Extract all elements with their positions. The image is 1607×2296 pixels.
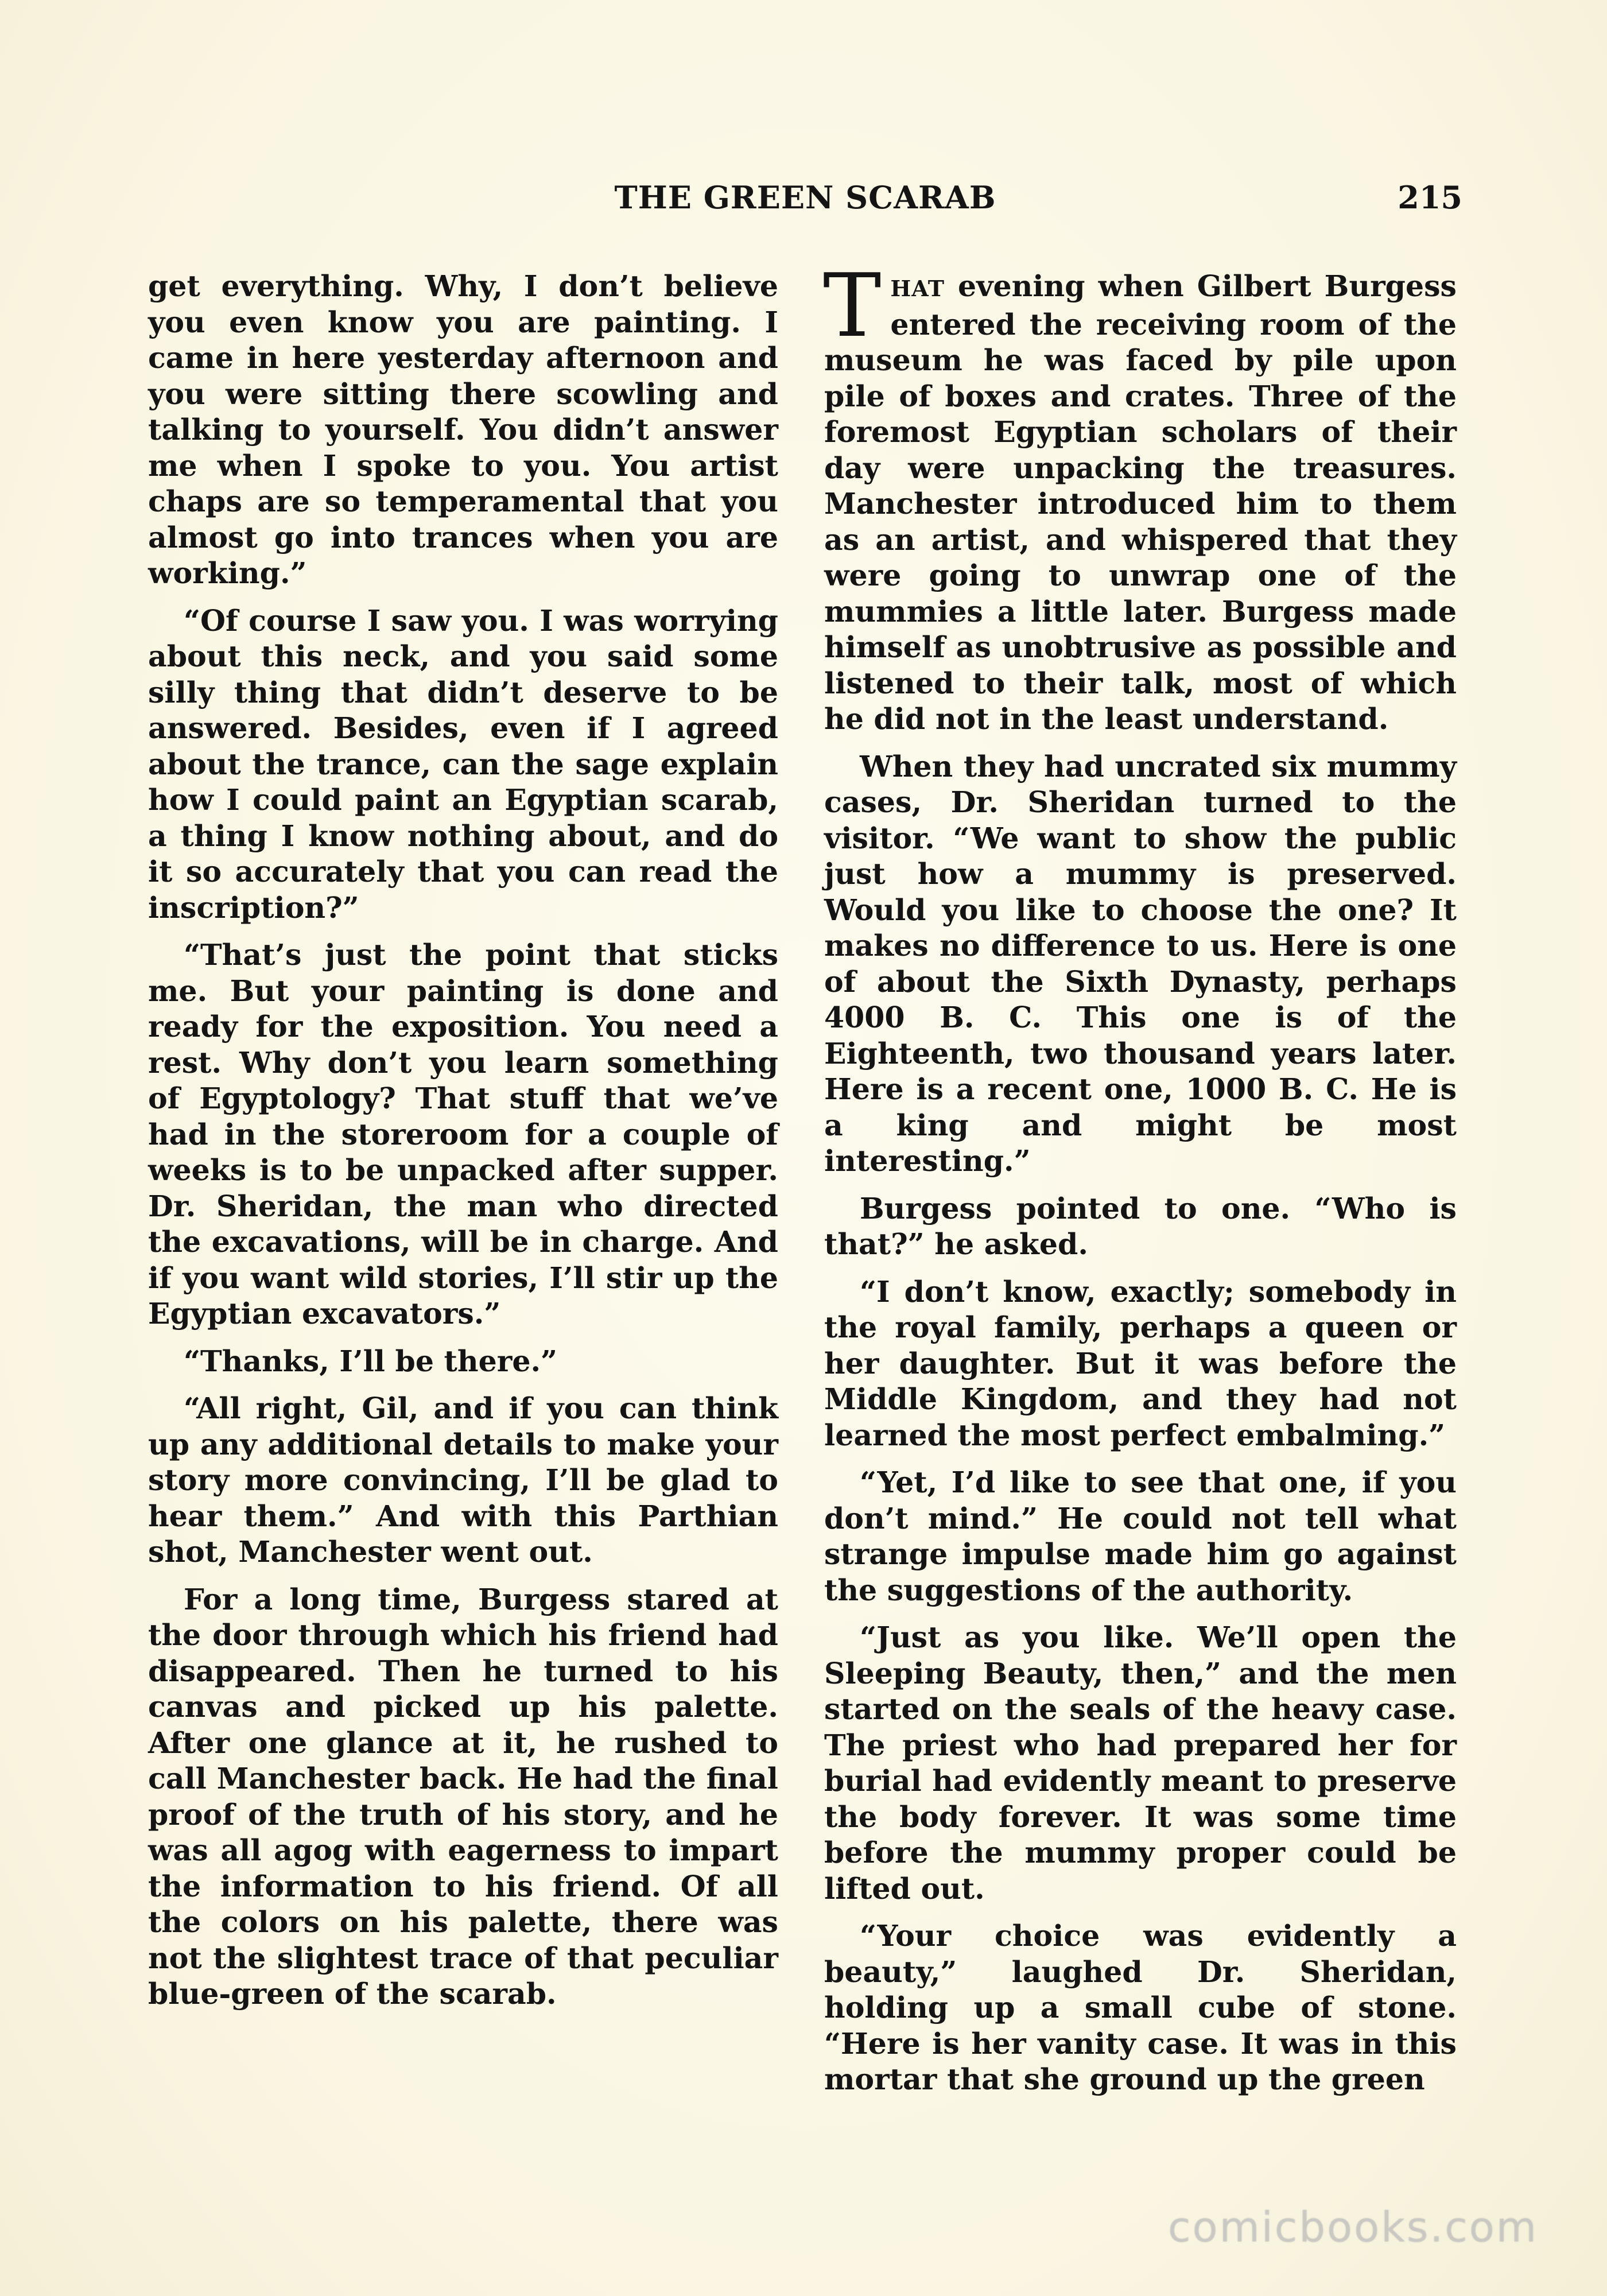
- opening-smallcaps: HAT: [890, 276, 945, 301]
- paragraph: get everything. Why, I don’t believe you even know you are painting. I came in here yesterday afternoon and you were sitting there scowling and talking to yourself. You didn’t answer me when I spoke to you. You artist chaps are so temperamental that you almost go into trances when you are working.”: [148, 269, 778, 590]
- left-column: [148, 269, 778, 2024]
- paragraph: “That’s just the point that sticks me. But your painting is done and ready for the exposition. You need a rest. Why don’t you learn something of Egyptology? That stuff that we’ve had in the storeroom for a couple of weeks is to be unpacked after supper. Dr. Sheridan, the man who directed the excavations, will be in charge. And if you want wild stories, I’ll stir up the Egyptian excavators.”: [148, 938, 778, 1331]
- paragraph: “Thanks, I’ll be there.”: [184, 1344, 558, 1378]
- paragraph: “Yet, I’d like to see that one, if you don’t mind.” He could not tell what strange impulse made him go against the suggestions of the authority.: [824, 1465, 1457, 1607]
- opening-paragraph: [823, 255, 1457, 738]
- drop-cap: T: [823, 255, 882, 356]
- paragraph: “Your choice was evidently a beauty,” laughed Dr. Sheridan, holding up a small cube of stone. “Here is her vanity case. It was in this mortar that she ground up the green: [824, 1919, 1457, 2096]
- paragraph: “I don’t know, exactly; somebody in the royal family, perhaps a queen or her daughter. But it was before the Middle Kingdom, and they had not learned the most perfect embalming.”: [824, 1274, 1457, 1452]
- paragraph: When they had uncrated six mummy cases, Dr. Sheridan turned to the visitor. “We want to show the public just how a mummy is preserved. Would you like to choose the one? It makes no difference to us. Here is one of about the Sixth Dynasty, perhaps 4000 B. C. This one is of the Eighteenth, two thousand years later. Here is a recent one, 1000 B. C. He is a king and might be most interesting.”: [824, 749, 1457, 1178]
- paragraph: “Of course I saw you. I was worrying about this neck, and you said some silly thing that didn’t deserve to be answered. Besides, even if I agreed about the trance, can the sage explain how I could paint an Egyptian scarab, a thing I know nothing about, and do it so accurately that you can read the inscription?”: [148, 603, 778, 925]
- paragraph: For a long time, Burgess stared at the door through which his friend had disappeared. Then he turned to his canvas and picked up his palette. After one glance at it, he rushed to call Manchester back. He had the final proof of the truth of his story, and he was all agog with eagerness to impart the information to his friend. Of all the colors on his palette, there was not the slightest trace of that peculiar blue-green of the scarab.: [148, 1582, 778, 2011]
- paragraph: Burgess pointed to one. “Who is that?” he asked.: [824, 1191, 1457, 1261]
- watermark: comicbooks.com: [1167, 2203, 1538, 2251]
- page-number: 215: [1398, 179, 1462, 216]
- right-column: [823, 255, 1457, 2109]
- opening-text: evening when Gilbert Burgess entered the receiving room of the museum he was faced by pile upon pile of boxes and crates. Three of the foremost Egyptian scholars of their day were unpacking the treasures. Manchester introduced him to them as an artist, and whispered that they were going to unwrap one of the mummies a little later. Burgess made himself as unobtrusive as possible and listened to their talk, most of which he did not in the least understand.: [824, 269, 1457, 736]
- page-title: THE GREEN SCARAB: [614, 179, 996, 216]
- running-head: [148, 179, 1462, 219]
- paragraph: “All right, Gil, and if you can think up any additional details to make your story more convincing, I’ll be glad to hear them.” And with this Parthian shot, Manchester went out.: [148, 1391, 778, 1569]
- paragraph: “Just as you like. We’ll open the Sleeping Beauty, then,” and the men started on the seals of the heavy case. The priest who had prepared her for burial had evidently meant to preserve the body forever. It was some time before the mummy proper could be lifted out.: [824, 1620, 1457, 1906]
